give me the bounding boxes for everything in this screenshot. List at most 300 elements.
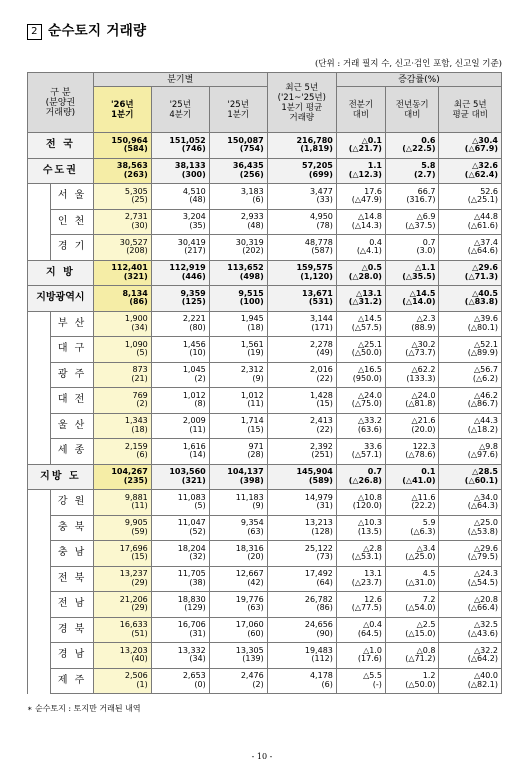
- data-cell: [439, 209, 502, 235]
- indent-cell: [28, 184, 51, 210]
- cell-presale-value: (31): [316, 501, 333, 511]
- table-row: [28, 158, 502, 184]
- cell-presale-value: (80): [189, 322, 206, 332]
- data-cell: [385, 311, 439, 337]
- data-cell: [267, 286, 336, 312]
- data-cell: [385, 617, 439, 643]
- cell-value: △1.0: [363, 645, 382, 655]
- table-row: [28, 592, 502, 618]
- data-cell: [93, 592, 151, 618]
- cell-value: 9,359: [180, 288, 206, 298]
- data-cell: [439, 643, 502, 669]
- cell-value: 1,012: [182, 390, 206, 400]
- data-cell: [336, 184, 385, 210]
- cell-presale-value: (△35.5): [402, 271, 436, 281]
- data-cell: [336, 668, 385, 694]
- cell-presale-value: (△6.3): [410, 526, 436, 536]
- data-cell: [209, 337, 267, 363]
- table-row: [28, 541, 502, 567]
- data-cell: [439, 311, 502, 337]
- cell-value: 2,731: [124, 212, 148, 222]
- header-growth-col: 전분기 대비: [336, 87, 385, 133]
- cell-presale-value: (1,120): [300, 271, 333, 281]
- section-number: 2: [27, 24, 42, 40]
- cell-value: 1,456: [182, 339, 206, 349]
- data-cell: [209, 133, 267, 159]
- data-cell: [151, 617, 209, 643]
- cell-presale-value: (△73.7): [405, 348, 436, 358]
- indent-cell: [28, 362, 51, 388]
- cell-value: △33.2: [357, 416, 382, 426]
- cell-value: △3.4: [416, 543, 436, 553]
- data-cell: [336, 286, 385, 312]
- cell-presale-value: (△21.7): [348, 144, 382, 154]
- cell-presale-value: (6): [136, 450, 148, 460]
- cell-presale-value: (△14.3): [351, 220, 382, 230]
- table-row: [28, 515, 502, 541]
- cell-presale-value: (208): [126, 246, 148, 256]
- data-cell: [93, 362, 151, 388]
- cell-presale-value: (48): [189, 195, 206, 205]
- cell-presale-value: (251): [311, 450, 333, 460]
- cell-presale-value: (2): [252, 679, 264, 689]
- cell-value: 1,945: [240, 314, 264, 324]
- cell-value: 30,419: [177, 237, 206, 247]
- cell-presale-value: (19): [247, 348, 264, 358]
- data-cell: [439, 515, 502, 541]
- region-name: 충 북: [51, 515, 93, 541]
- cell-presale-value: (25): [131, 195, 148, 205]
- cell-value: 5,305: [124, 186, 148, 196]
- cell-value: △14.5: [357, 314, 382, 324]
- cell-value: 4,510: [182, 186, 206, 196]
- cell-value: △11.6: [411, 492, 436, 502]
- data-cell: [151, 260, 209, 286]
- cell-value: △30.2: [411, 339, 436, 349]
- data-cell: [93, 668, 151, 694]
- cell-presale-value: (△64.3): [467, 501, 498, 511]
- cell-value: △34.0: [474, 492, 498, 502]
- data-cell: [267, 668, 336, 694]
- data-cell: [336, 260, 385, 286]
- indent-cell: [28, 209, 51, 235]
- cell-value: 2,653: [182, 671, 206, 681]
- footnote: ∗ 순수토지 : 토지만 거래된 내역: [27, 704, 141, 713]
- indent-cell: [28, 592, 51, 618]
- cell-value: 112,919: [169, 263, 206, 273]
- cell-value: △37.4: [474, 237, 498, 247]
- table-row: [28, 617, 502, 643]
- cell-presale-value: (321): [123, 271, 148, 281]
- indent-cell: [28, 515, 51, 541]
- cell-presale-value: (86): [129, 297, 148, 307]
- data-cell: [209, 286, 267, 312]
- cell-value: 104,137: [227, 467, 264, 477]
- cell-presale-value: (△15.0): [405, 628, 436, 638]
- cell-value: △39.6: [474, 314, 498, 324]
- cell-value: 4.5: [422, 569, 436, 579]
- cell-presale-value: (398): [239, 475, 264, 485]
- data-cell: [439, 668, 502, 694]
- cell-presale-value: (49): [316, 348, 333, 358]
- data-cell: [385, 362, 439, 388]
- data-cell: [209, 464, 267, 490]
- region-name: 지 방: [28, 260, 94, 286]
- cell-presale-value: (△6.2): [472, 373, 498, 383]
- cell-value: △29.6: [474, 543, 498, 553]
- cell-value: 13.1: [364, 569, 382, 579]
- cell-presale-value: (531): [308, 297, 333, 307]
- data-cell: [151, 184, 209, 210]
- data-cell: [267, 235, 336, 261]
- data-cell: [209, 617, 267, 643]
- data-cell: [151, 668, 209, 694]
- data-cell: [336, 541, 385, 567]
- cell-value: △62.2: [411, 365, 436, 375]
- cell-presale-value: (15): [131, 552, 148, 562]
- cell-value: △32.5: [474, 620, 498, 630]
- cell-presale-value: (15): [247, 424, 264, 434]
- data-cell: [385, 413, 439, 439]
- data-cell: [151, 490, 209, 516]
- cell-value: △16.5: [357, 365, 382, 375]
- region-name: 전 국: [28, 133, 94, 159]
- cell-presale-value: (30): [131, 220, 148, 230]
- cell-value: △21.6: [411, 416, 436, 426]
- data-cell: [439, 388, 502, 414]
- cell-value: 2,009: [182, 416, 206, 426]
- cell-value: 769: [132, 390, 148, 400]
- cell-presale-value: (△22.5): [402, 144, 436, 154]
- cell-presale-value: (125): [181, 297, 206, 307]
- cell-presale-value: (29): [131, 603, 148, 613]
- cell-presale-value: (6): [321, 679, 333, 689]
- cell-presale-value: (256): [239, 169, 264, 179]
- cell-presale-value: (120.0): [352, 501, 382, 511]
- cell-value: △28.5: [472, 467, 498, 477]
- data-cell: [93, 541, 151, 567]
- cell-value: 0.7: [367, 467, 382, 477]
- cell-value: 17.6: [364, 186, 382, 196]
- data-cell: [151, 515, 209, 541]
- data-cell: [267, 490, 336, 516]
- cell-presale-value: (△81.8): [405, 399, 436, 409]
- cell-value: △0.4: [363, 620, 382, 630]
- cell-presale-value: (35): [189, 220, 206, 230]
- table-row: [28, 388, 502, 414]
- data-cell: [336, 158, 385, 184]
- data-cell: [93, 311, 151, 337]
- data-cell: [267, 337, 336, 363]
- data-cell: [151, 362, 209, 388]
- cell-presale-value: (△78.6): [405, 450, 436, 460]
- cell-value: 66.7: [417, 186, 436, 196]
- cell-presale-value: (321): [181, 475, 206, 485]
- data-cell: [267, 541, 336, 567]
- cell-presale-value: (△60.1): [464, 475, 498, 485]
- cell-value: △24.0: [411, 390, 436, 400]
- cell-value: 1,616: [182, 441, 206, 451]
- data-cell: [385, 490, 439, 516]
- cell-value: △32.6: [472, 161, 498, 171]
- cell-value: 1,090: [124, 339, 148, 349]
- cell-value: 1,343: [124, 416, 148, 426]
- cell-value: 2,312: [240, 365, 264, 375]
- region-name: 지방광역시: [28, 286, 94, 312]
- cell-value: 9,905: [124, 518, 148, 528]
- region-name: 대 전: [51, 388, 93, 414]
- cell-value: 9,515: [238, 288, 264, 298]
- cell-presale-value: (699): [308, 169, 333, 179]
- cell-value: △25.1: [357, 339, 382, 349]
- cell-value: △14.5: [409, 288, 436, 298]
- cell-value: 971: [248, 441, 264, 451]
- cell-value: 112,401: [111, 263, 148, 273]
- data-cell: [151, 643, 209, 669]
- data-cell: [151, 464, 209, 490]
- region-name: 충 남: [51, 541, 93, 567]
- data-cell: [209, 413, 267, 439]
- cell-presale-value: (950.0): [352, 373, 382, 383]
- data-cell: [151, 566, 209, 592]
- cell-value: △2.8: [363, 543, 382, 553]
- cell-presale-value: (587): [311, 246, 333, 256]
- cell-value: 873: [132, 365, 148, 375]
- cell-presale-value: (△97.6): [467, 450, 498, 460]
- cell-presale-value: (100): [239, 297, 264, 307]
- cell-presale-value: (△64.6): [467, 246, 498, 256]
- table-row: [28, 439, 502, 465]
- cell-presale-value: (△14.0): [402, 297, 436, 307]
- cell-presale-value: (△25.1): [467, 195, 498, 205]
- cell-presale-value: (86): [316, 603, 333, 613]
- cell-presale-value: (0): [194, 679, 206, 689]
- indent-cell: [28, 541, 51, 567]
- cell-value: △29.6: [472, 263, 498, 273]
- cell-presale-value: (△79.5): [467, 552, 498, 562]
- cell-value: 25,122: [304, 543, 333, 553]
- indent-cell: [28, 388, 51, 414]
- cell-value: 150,964: [111, 135, 148, 145]
- cell-value: 2,159: [124, 441, 148, 451]
- cell-value: 0.6: [421, 135, 436, 145]
- data-cell: [267, 515, 336, 541]
- cell-value: 2,278: [309, 339, 333, 349]
- cell-value: 16,706: [177, 620, 206, 630]
- table-row: [28, 362, 502, 388]
- cell-presale-value: (64): [316, 577, 333, 587]
- data-cell: [267, 464, 336, 490]
- table-row: [28, 566, 502, 592]
- data-cell: [336, 133, 385, 159]
- data-cell: [93, 515, 151, 541]
- data-cell: [267, 209, 336, 235]
- cell-value: 18,204: [177, 543, 206, 553]
- cell-value: 13,332: [177, 645, 206, 655]
- table-row: [28, 209, 502, 235]
- region-name: 대 구: [51, 337, 93, 363]
- region-name: 수도권: [28, 158, 94, 184]
- data-cell: [385, 439, 439, 465]
- data-cell: [209, 515, 267, 541]
- cell-value: 3,144: [309, 314, 333, 324]
- indent-cell: [28, 311, 51, 337]
- data-cell: [385, 286, 439, 312]
- data-cell: [439, 439, 502, 465]
- cell-value: 13,237: [119, 569, 148, 579]
- data-cell: [151, 235, 209, 261]
- data-cell: [93, 133, 151, 159]
- data-cell: [336, 515, 385, 541]
- indent-cell: [28, 337, 51, 363]
- data-cell: [209, 388, 267, 414]
- data-cell: [93, 388, 151, 414]
- cell-value: 52.6: [480, 186, 498, 196]
- cell-presale-value: (48): [247, 220, 264, 230]
- data-cell: [151, 439, 209, 465]
- data-cell: [336, 464, 385, 490]
- data-cell: [209, 566, 267, 592]
- cell-presale-value: (52): [189, 526, 206, 536]
- cell-value: 12.6: [364, 594, 382, 604]
- data-cell: [336, 617, 385, 643]
- cell-value: 9,354: [240, 518, 264, 528]
- land-transaction-table: [27, 72, 502, 694]
- data-cell: [439, 362, 502, 388]
- data-cell: [209, 490, 267, 516]
- cell-value: 1,561: [240, 339, 264, 349]
- cell-presale-value: (139): [242, 654, 264, 664]
- cell-presale-value: (△50.0): [351, 348, 382, 358]
- cell-value: 1,012: [240, 390, 264, 400]
- region-name: 제 주: [51, 668, 93, 694]
- data-cell: [439, 413, 502, 439]
- cell-presale-value: (△61.6): [467, 220, 498, 230]
- cell-presale-value: (112): [311, 654, 333, 664]
- header-quarter-col: '25년 1분기: [209, 87, 267, 133]
- cell-presale-value: (2.7): [413, 169, 436, 179]
- cell-presale-value: (754): [239, 144, 264, 154]
- cell-value: 36,435: [232, 161, 264, 171]
- table-row: [28, 133, 502, 159]
- data-cell: [385, 133, 439, 159]
- data-cell: [267, 184, 336, 210]
- data-cell: [209, 184, 267, 210]
- cell-presale-value: (△31.2): [348, 297, 382, 307]
- data-cell: [385, 515, 439, 541]
- cell-value: △32.2: [474, 645, 498, 655]
- cell-value: 13,305: [235, 645, 264, 655]
- cell-value: 2,413: [309, 416, 333, 426]
- cell-value: 2,392: [309, 441, 333, 451]
- indent-cell: [28, 413, 51, 439]
- cell-presale-value: (22): [316, 424, 333, 434]
- cell-presale-value: (584): [123, 144, 148, 154]
- data-cell: [267, 260, 336, 286]
- cell-presale-value: (△50.0): [405, 679, 436, 689]
- cell-presale-value: (59): [131, 526, 148, 536]
- table-row: [28, 413, 502, 439]
- cell-value: 18,830: [177, 594, 206, 604]
- cell-value: 38,133: [174, 161, 206, 171]
- data-cell: [439, 235, 502, 261]
- cell-value: 17,696: [119, 543, 148, 553]
- cell-presale-value: (29): [131, 577, 148, 587]
- cell-value: 1.2: [422, 671, 436, 681]
- section-title: [27, 19, 146, 40]
- data-cell: [336, 413, 385, 439]
- data-cell: [385, 337, 439, 363]
- cell-presale-value: (9): [252, 501, 264, 511]
- cell-presale-value: (△12.3): [348, 169, 382, 179]
- cell-presale-value: (22): [316, 373, 333, 383]
- cell-value: 30,319: [235, 237, 264, 247]
- data-cell: [385, 541, 439, 567]
- cell-value: △25.0: [474, 518, 498, 528]
- cell-presale-value: (18): [131, 424, 148, 434]
- cell-value: △0.8: [416, 645, 436, 655]
- cell-presale-value: (△23.7): [351, 577, 382, 587]
- header-growth-col: 최근 5년 평균 대비: [439, 87, 502, 133]
- data-cell: [336, 439, 385, 465]
- data-cell: [336, 235, 385, 261]
- data-cell: [385, 158, 439, 184]
- data-cell: [439, 184, 502, 210]
- data-cell: [336, 643, 385, 669]
- cell-value: 11,047: [177, 518, 206, 528]
- data-cell: [93, 260, 151, 286]
- data-cell: [439, 541, 502, 567]
- data-cell: [439, 490, 502, 516]
- cell-value: 2,476: [240, 671, 264, 681]
- header-growth-col: 전년동기 대비: [385, 87, 439, 133]
- cell-presale-value: (2): [136, 399, 148, 409]
- cell-value: △40.5: [472, 288, 498, 298]
- indent-cell: [28, 617, 51, 643]
- data-cell: [209, 643, 267, 669]
- table-row: [28, 311, 502, 337]
- cell-presale-value: (△71.2): [405, 654, 436, 664]
- header-growth: 증감률(%): [336, 73, 501, 87]
- data-cell: [336, 388, 385, 414]
- data-cell: [439, 337, 502, 363]
- cell-value: △10.8: [357, 492, 382, 502]
- cell-value: 216,780: [296, 135, 333, 145]
- cell-value: 113,652: [227, 263, 264, 273]
- data-cell: [439, 566, 502, 592]
- cell-presale-value: (133.3): [406, 373, 436, 383]
- cell-value: 21,206: [119, 594, 148, 604]
- cell-presale-value: (42): [247, 577, 264, 587]
- cell-value: △24.3: [474, 569, 498, 579]
- cell-value: △44.3: [474, 416, 498, 426]
- data-cell: [439, 592, 502, 618]
- cell-presale-value: (-): [372, 679, 382, 689]
- cell-presale-value: (63): [247, 603, 264, 613]
- cell-presale-value: (90): [316, 628, 333, 638]
- cell-presale-value: (14): [189, 450, 206, 460]
- cell-presale-value: (△54.0): [405, 603, 436, 613]
- cell-presale-value: (△53.1): [351, 552, 382, 562]
- cell-presale-value: (△31.0): [405, 577, 436, 587]
- data-cell: [151, 388, 209, 414]
- table-row: [28, 464, 502, 490]
- data-cell: [267, 133, 336, 159]
- data-cell: [336, 362, 385, 388]
- cell-value: △40.0: [474, 671, 498, 681]
- data-cell: [209, 362, 267, 388]
- cell-presale-value: (51): [131, 628, 148, 638]
